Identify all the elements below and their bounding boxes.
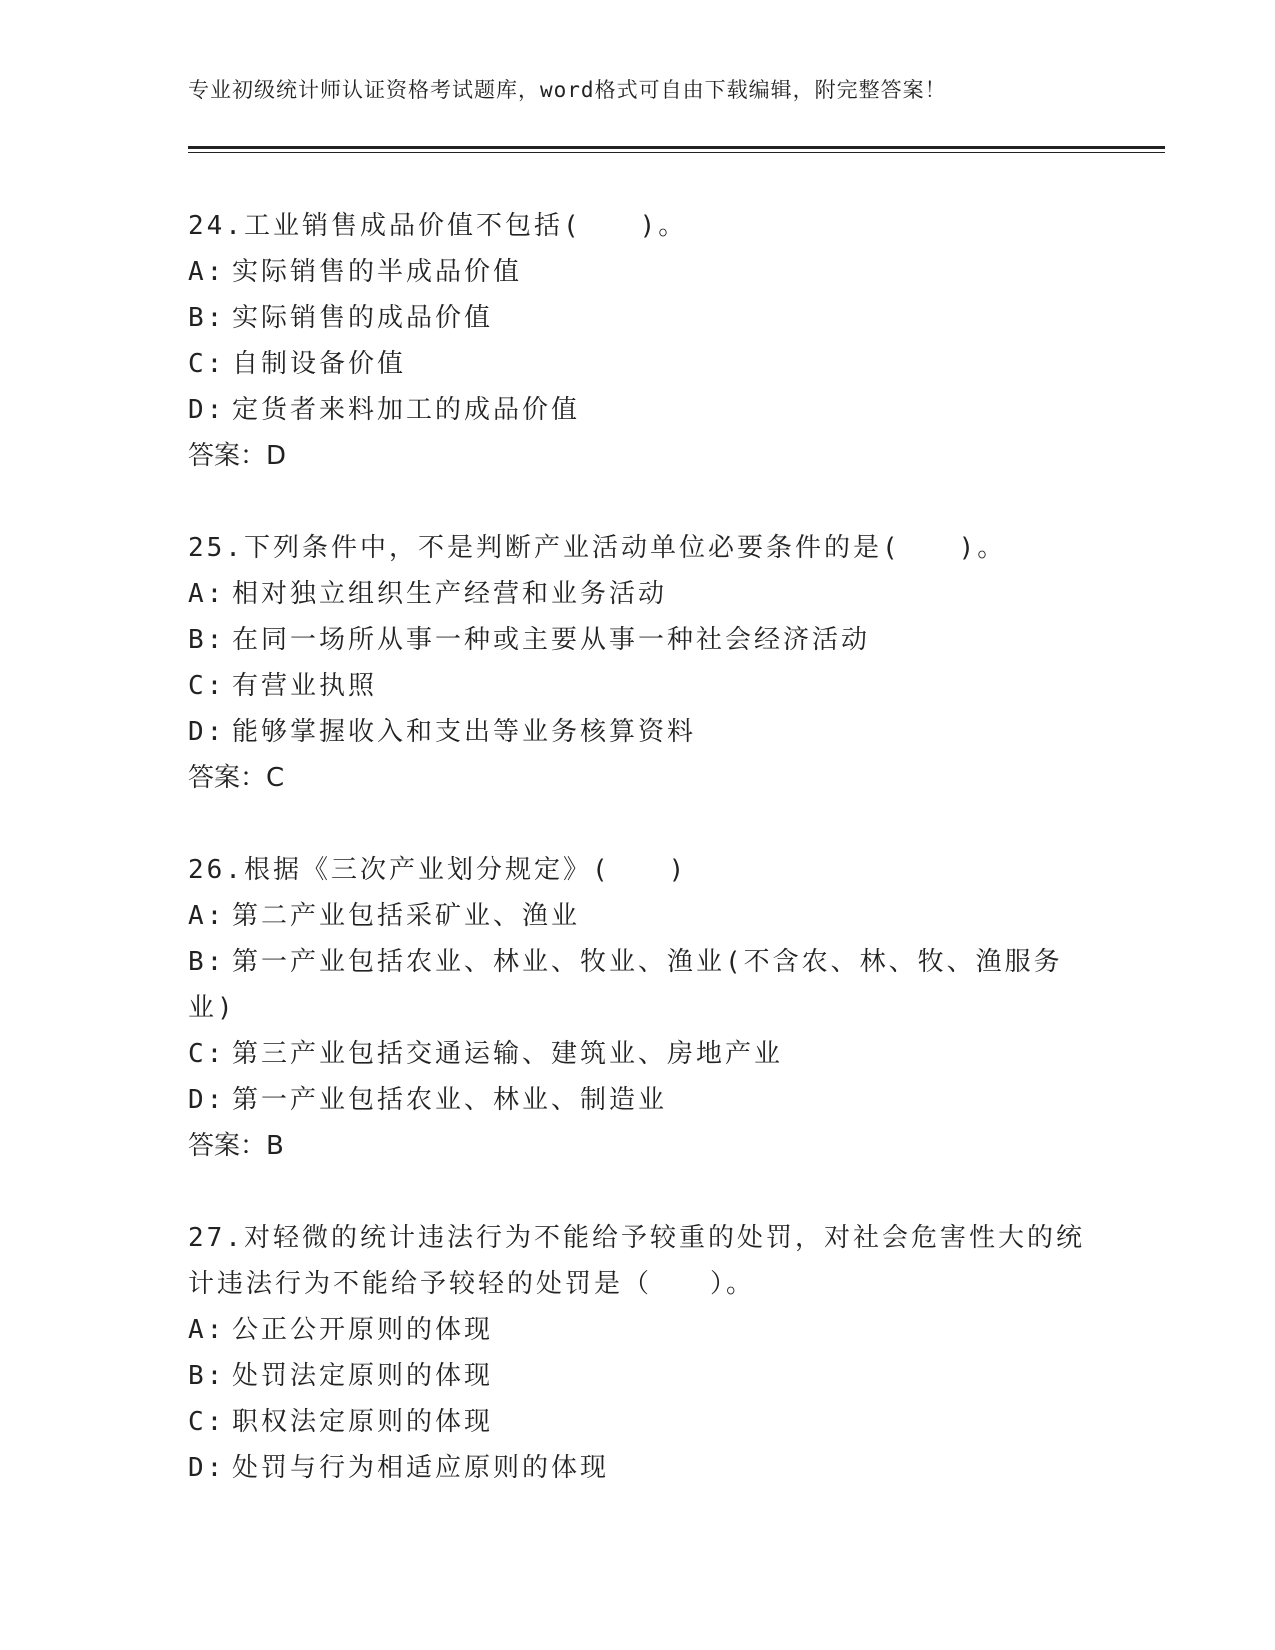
- option-a: [188, 1307, 1088, 1353]
- header-divider-thick: [188, 146, 1165, 149]
- answer-line: 答案：C: [188, 763, 285, 793]
- option-letter: D:: [188, 395, 226, 425]
- option-text: 处罚法定原则的体现: [232, 1361, 494, 1391]
- option-letter: B:: [188, 1361, 226, 1391]
- option-text: 实际销售的半成品价值: [232, 257, 523, 287]
- question-24: [188, 203, 1088, 479]
- option-a: [188, 571, 1088, 617]
- question-stem: 24.工业销售成品价值不包括( )。: [188, 211, 688, 241]
- question-stem: 25.下列条件中，不是判断产业活动单位必要条件的是( )。: [188, 533, 1007, 563]
- question-stem: 27.对轻微的统计违法行为不能给予较重的处罚，对社会危害性大的统计违法行为不能给予较轻的处罚是（ ）。: [188, 1223, 1085, 1299]
- option-text: 第三产业包括交通运输、建筑业、房地产业: [232, 1039, 784, 1069]
- option-text: 第一产业包括农业、林业、制造业: [232, 1085, 668, 1115]
- question-27: [188, 1215, 1088, 1491]
- option-d: [188, 709, 1088, 755]
- option-text: 处罚与行为相适应原则的体现: [232, 1453, 610, 1483]
- answer-line: 答案：D: [188, 441, 287, 471]
- option-text: 能够掌握收入和支出等业务核算资料: [232, 717, 697, 747]
- option-letter: A:: [188, 1315, 226, 1345]
- option-letter: A:: [188, 579, 226, 609]
- option-text: 相对独立组织生产经营和业务活动: [232, 579, 668, 609]
- option-letter: D:: [188, 1453, 226, 1483]
- option-b: [188, 939, 1088, 985]
- option-letter: A:: [188, 901, 226, 931]
- option-a: [188, 249, 1088, 295]
- option-text: 第二产业包括采矿业、渔业: [232, 901, 581, 931]
- option-letter: B:: [188, 625, 226, 655]
- option-text: 自制设备价值: [232, 349, 407, 379]
- question-stem: 26.根据《三次产业划分规定》( ): [188, 855, 688, 885]
- option-letter: A:: [188, 257, 226, 287]
- option-b: [188, 1353, 1088, 1399]
- question-26: [188, 847, 1088, 1169]
- option-c: [188, 341, 1088, 387]
- option-letter: B:: [188, 303, 226, 333]
- option-letter: C:: [188, 349, 226, 379]
- option-a: [188, 893, 1088, 939]
- option-letter: C:: [188, 671, 226, 701]
- option-text: 第一产业包括农业、林业、牧业、渔业(不含农、林、牧、渔服务: [232, 947, 1063, 977]
- answer-line: 答案：B: [188, 1131, 284, 1161]
- option-letter: D:: [188, 717, 226, 747]
- option-text: 实际销售的成品价值: [232, 303, 494, 333]
- option-text: 职权法定原则的体现: [232, 1407, 494, 1437]
- option-letter: D:: [188, 1085, 226, 1115]
- option-b: [188, 295, 1088, 341]
- header-divider-thin: [188, 152, 1165, 153]
- option-text: 在同一场所从事一种或主要从事一种社会经济活动: [232, 625, 871, 655]
- option-letter: C:: [188, 1407, 226, 1437]
- option-text: 公正公开原则的体现: [232, 1315, 494, 1345]
- option-d: [188, 1445, 1088, 1491]
- option-c: [188, 663, 1088, 709]
- option-b-continuation: 业): [188, 993, 236, 1023]
- question-list: [188, 203, 1088, 1491]
- option-c: [188, 1031, 1088, 1077]
- option-letter: C:: [188, 1039, 226, 1069]
- option-text: 定货者来料加工的成品价值: [232, 395, 581, 425]
- page-header: 专业初级统计师认证资格考试题库，word格式可自由下载编辑，附完整答案！: [188, 78, 947, 102]
- option-d: [188, 1077, 1088, 1123]
- option-d: [188, 387, 1088, 433]
- question-25: [188, 525, 1088, 801]
- option-letter: B:: [188, 947, 226, 977]
- option-c: [188, 1399, 1088, 1445]
- option-text: 有营业执照: [232, 671, 378, 701]
- option-b: [188, 617, 1088, 663]
